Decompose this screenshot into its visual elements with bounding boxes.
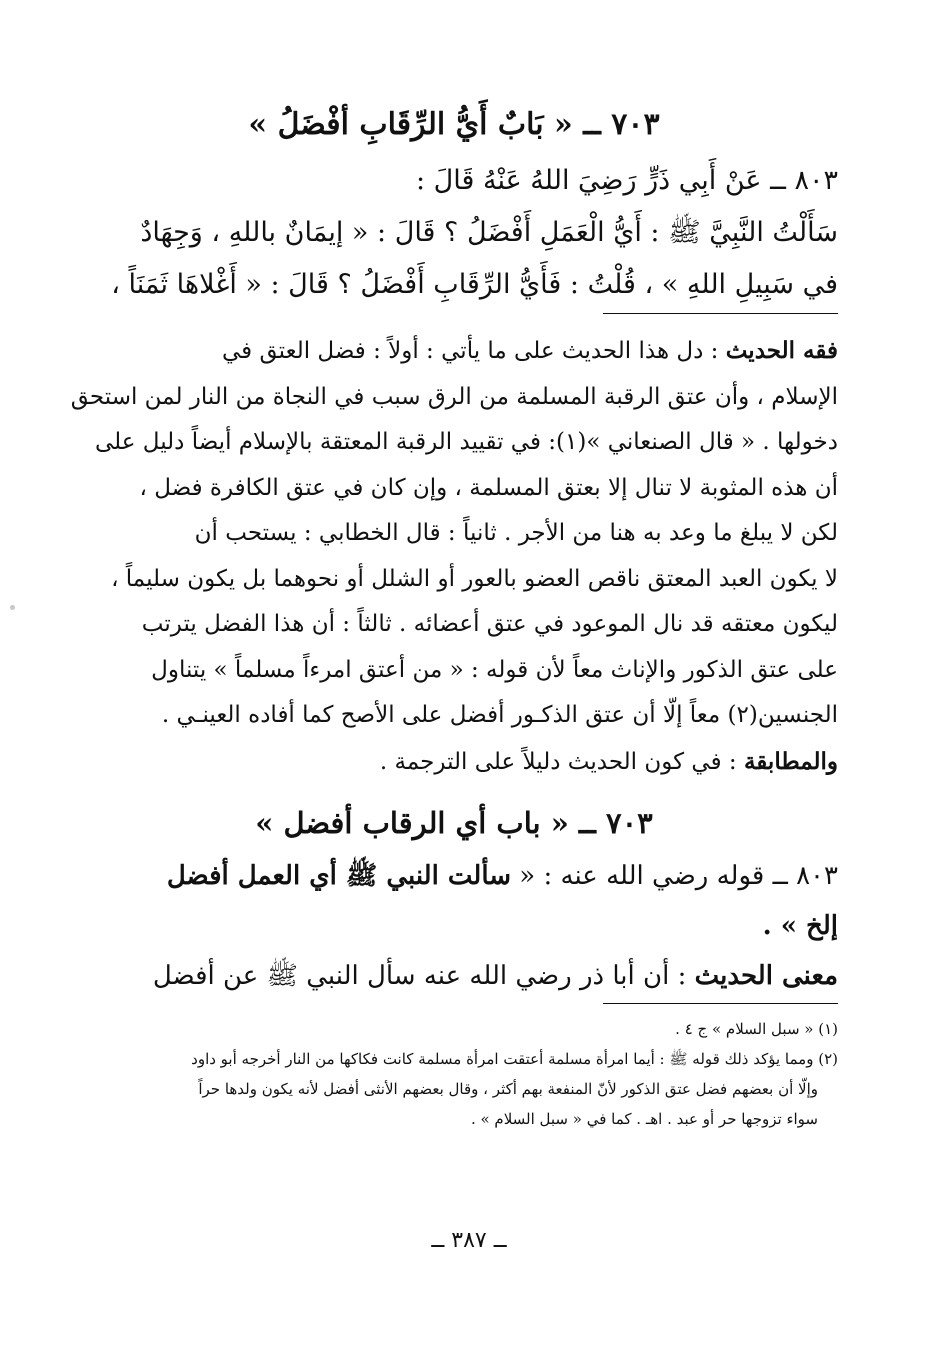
- hadith-divider: [603, 313, 838, 314]
- fiqh-paragraph: [70, 328, 838, 785]
- commentary-section: [70, 795, 838, 1001]
- page-body: [70, 95, 838, 1134]
- mutabaqa-text: : في كون الحديث دليلاً على الترجمة .: [379, 748, 737, 775]
- hadith-line: في سَبِيلِ اللهِ » ، قُلْتُ : فَأَيُّ الرِّقَابِ أَفْضَلُ ؟ قَالَ : « أَغْلاهَا ثَمَنَاً ،: [111, 269, 838, 300]
- fiqh-line: لا يكون العبد المعتق ناقص العضو بالعور أو الشلل أو نحوهما بل يكون سليماً ،: [111, 565, 838, 592]
- commentary-line: [70, 851, 838, 901]
- commentary-line: إلخ » .: [762, 911, 838, 941]
- fiqh-line: أن هذه المثوبة لا تنال إلا بعتق المسلمة ، وإن كان في عتق الكافرة فضل ،: [139, 474, 838, 501]
- mutabaqa-line: [70, 739, 838, 786]
- meaning-line: [70, 951, 838, 1001]
- fiqh-line: لكن لا يبلغ ما وعد به هنا من الأجر . ثانياً : قال الخطابي : يستحب أن: [194, 520, 838, 546]
- chapter-heading: ٧٠٣ ــ « بَابٌ أَيُّ الرِّقَابِ أفْضَلُ »: [248, 107, 660, 142]
- footnote-continuation: سواء تزوجها حر أو عبد . اهـ . كما في « سبل السلام » .: [470, 1110, 818, 1128]
- footnote-divider: [603, 1003, 838, 1004]
- commentary-prefix: ٨٠٣ ــ قوله رضي الله عنه : «: [511, 861, 838, 891]
- meaning-text: : أن أبا ذر رضي الله عنه سأل النبي ﷺ عن أفضل: [152, 961, 687, 991]
- fiqh-line: دخولها . « قال الصنعاني »(١): في تقييد الرقبة المعتقة بالإسلام أيضاً دليل على: [94, 429, 838, 455]
- fiqh-line: الجنسين(٢) معاً إلّا أن عتق الذكـور أفضل على الأصح كما أفاده العينـي .: [161, 702, 838, 728]
- fiqh-line: الإسلام ، وأن عتق الرقبة المسلمة من الرق سبب في النجاة من النار لمن استحق: [70, 383, 838, 410]
- footnotes: [70, 1014, 838, 1134]
- hadith-text: [70, 155, 838, 311]
- fiqh-label: فقه الحديث: [725, 337, 838, 364]
- fiqh-line: [70, 328, 838, 375]
- footnote: (٢) ومما يؤكد ذلك قوله ﷺ : أيما امرأة مسلمة أعتقت امرأة مسلمة كانت فكاكها من النار أخرجه أبو داود: [191, 1050, 838, 1068]
- scan-speck: [10, 605, 15, 610]
- commentary-quote: سألت النبي ﷺ أي العمل أفضل: [166, 861, 512, 891]
- mutabaqa-label: والمطابقة: [743, 747, 838, 775]
- fiqh-line: على عتق الذكور والإناث معاً لأن قوله : « من أعتق امرءاً مسلماً » يتناول: [151, 656, 838, 683]
- fiqh-text: : دل هذا الحديث على ما يأتي : أولاً : فضل العتق في: [222, 338, 719, 364]
- meaning-label: معنى الحديث: [694, 961, 838, 991]
- fiqh-line: ليكون معتقه قد نال الموعود في عتق أعضائه . ثالثاً : أن هذا الفضل يترتب: [141, 611, 838, 637]
- commentary-heading: ٧٠٣ ــ « باب أي الرقاب أفضل »: [255, 806, 653, 840]
- page-number: ــ ٣٨٧ ــ: [431, 1228, 507, 1253]
- footnote-continuation: وإلّا أن بعضهم فضل عتق الذكور لأنّ المنفعة بهم أكثر ، وقال بعضهم الأنثى أفضل لأنه يكون ولدها حراً: [198, 1080, 818, 1098]
- hadith-line: سَأَلْتُ النَّبِيَّ ﷺ : أَيُّ الْعَمَلِ أَفْضَلُ ؟ قَالَ : « إيمَانٌ باللهِ ، وَجِهَادٌ: [140, 217, 838, 248]
- hadith-line: ٨٠٣ ــ عَنْ أَبِي ذَرٍّ رَضِيَ اللهُ عَنْهُ قَالَ :: [415, 165, 838, 196]
- footnote: (١) « سبل السلام » ج ٤ .: [675, 1020, 838, 1038]
